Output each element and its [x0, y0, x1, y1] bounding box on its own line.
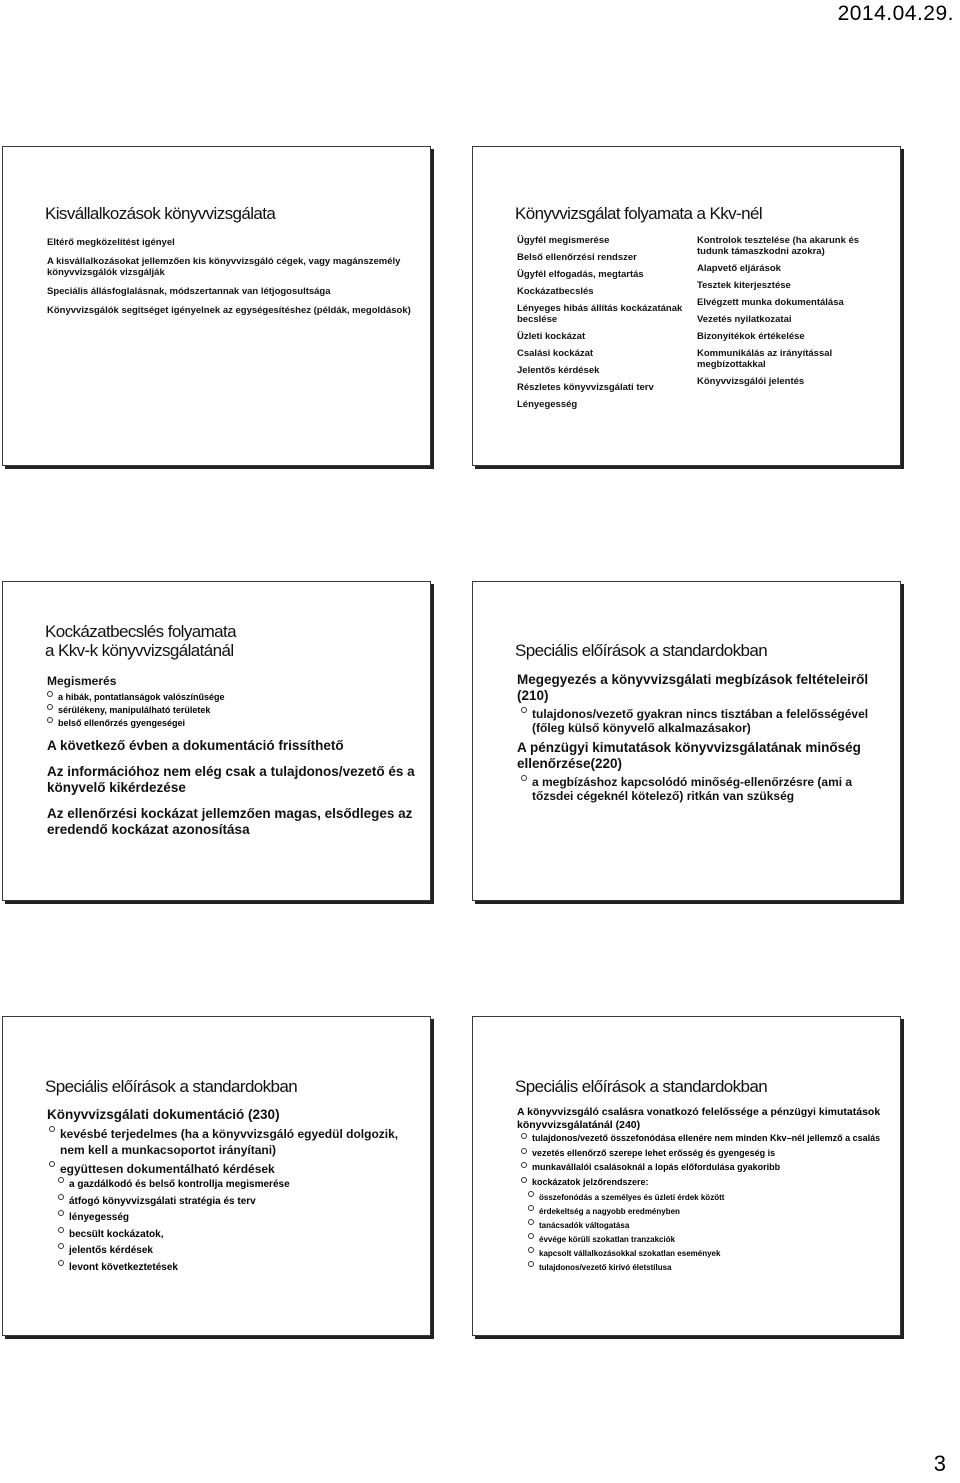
sub-list-item	[47, 717, 420, 730]
slide-title-line2: a Kkv-k könyvvizsgálatánál	[45, 641, 234, 660]
list-item	[521, 1133, 890, 1145]
slide-title: Speciális előírások a standardokban	[515, 1077, 768, 1096]
slide-specialis-eloirasok-2	[2, 1016, 431, 1336]
list-item: Kockázatbecslés	[517, 286, 594, 297]
sub-item-text: tulajdonos/vezető kirívó életstílusa	[539, 1263, 672, 1272]
slide-kisvallalkozasok	[2, 146, 431, 466]
slide-title-line1: Kockázatbecslés folyamata	[45, 622, 236, 641]
section-heading: Könyvvizsgálati dokumentáció (230)	[47, 1107, 280, 1122]
list-item: Bizonyítékok értékelése	[697, 331, 805, 342]
sub-item-text: levont következtetések	[69, 1261, 178, 1273]
sub-item-text: a hibák, pontatlanságok valószínűsége	[58, 692, 225, 702]
list-item	[521, 1148, 890, 1160]
sub-item-text: tanácsadók váltogatása	[539, 1221, 630, 1230]
sub-list-item	[47, 691, 420, 704]
slide-title: Speciális előírások a standardokban	[45, 1077, 298, 1096]
sub-item-text: érdekeltség a nagyobb eredményben	[539, 1207, 680, 1216]
sub-list-item	[47, 1243, 420, 1260]
sub-list-item	[521, 707, 890, 735]
slide-title: Kisvállalkozások könyvvizsgálata	[45, 204, 276, 223]
sub-list-item	[47, 1177, 420, 1194]
page-number: 3	[933, 1451, 946, 1476]
list-item: Az információhoz nem elég csak a tulajdonos/vezető és a könyvelő kikérdezése	[47, 764, 415, 795]
slide-specialis-eloirasok-3	[472, 1016, 901, 1336]
list-item: A pénzügyi kimutatások könyvvizsgálatának minőség ellenőrzése(220)	[517, 740, 861, 771]
sub-list-item	[47, 1210, 420, 1227]
list-item	[49, 1161, 420, 1177]
sub-list-item	[47, 1194, 420, 1211]
list-item: Alapvető eljárások	[697, 263, 781, 274]
list-item: Kommunikálás az irányítással megbízottakkal	[697, 348, 833, 370]
list-item: Belső ellenőrzési rendszer	[517, 252, 637, 263]
sub-item-text: a megbízáshoz kapcsolódó minőség-ellenőrzésre (ami a tőzsdei cégeknél kötelező) ritkán van szükség	[532, 775, 853, 803]
item-text: tulajdonos/vezető összefonódása ellenére nem minden Kkv–nél jellemző a csalás	[532, 1133, 881, 1143]
slide-body	[47, 1107, 420, 1276]
slide-body	[47, 237, 420, 322]
sub-item-text: összefonódás a személyes és üzleti érdek között	[539, 1193, 725, 1202]
section-heading: Megismerés	[47, 674, 117, 688]
sub-item-text: átfogó könyvvizsgálati stratégia és terv	[69, 1195, 256, 1207]
list-item: Tesztek kiterjesztése	[697, 280, 791, 291]
list-item: Vezetés nyilatkozatai	[697, 314, 792, 325]
list-item: Lényegesség	[517, 399, 578, 410]
section-heading: A könyvvizsgáló csalásra vonatkozó felelőssége a pénzügyi kimutatások könyvvizsgálatánál (240)	[517, 1106, 881, 1131]
slide-konyvvizsgalat-folyamata	[472, 146, 901, 466]
list-item: Elvégzett munka dokumentálása	[697, 297, 844, 308]
list-item: Lényeges hibás állítás kockázatának becslése	[517, 303, 683, 325]
list-item: Részletes könyvvizsgálati terv	[517, 382, 654, 393]
list-item: Megegyezés a könyvvizsgálati megbízások feltételeiről (210)	[517, 672, 869, 703]
list-item: Ügyfél megismerése	[517, 235, 610, 246]
right-column	[697, 235, 877, 393]
list-item	[521, 1162, 890, 1174]
item-text: kevésbé terjedelmes (ha a könyvvizsgáló egyedül dolgozik, nem kell a munkacsoportot irányítani)	[60, 1127, 399, 1157]
date-label: 2014.04.29.	[837, 2, 954, 25]
list-item: Jelentős kérdések	[517, 365, 600, 376]
item-text: kockázatok jelzőrendszere:	[532, 1176, 649, 1187]
sub-list-item	[521, 775, 890, 803]
sub-list-item	[47, 1227, 420, 1244]
list-item: Eltérő megközelítést igényel	[47, 237, 175, 248]
list-item: Ügyfél elfogadás, megtartás	[517, 269, 644, 280]
left-column	[517, 235, 693, 416]
sub-list-item	[517, 1219, 890, 1233]
sub-item-text: tulajdonos/vezető gyakran nincs tisztában a felelősségével (főleg külső könyvelő alkalmazásakor)	[532, 707, 869, 735]
slide-body	[517, 672, 890, 803]
sub-list-item	[517, 1205, 890, 1219]
list-item: Az ellenőrzési kockázat jellemzően magas, elsődleges az eredendő kockázat azonosítása	[47, 806, 413, 837]
list-item: Kontrolok tesztelése (ha akarunk és tudunk támaszkodni azokra)	[697, 235, 860, 257]
list-item: A kisvállalkozásokat jellemzően kis könyvvizsgáló cégek, vagy magánszemély könyvvizsgálók vizsgálják	[47, 256, 401, 278]
sub-list-item	[47, 1260, 420, 1277]
sub-item-text: évvége körüli szokatlan tranzakciók	[539, 1235, 676, 1244]
list-item: Üzleti kockázat	[517, 331, 586, 342]
list-item: Könyvvizsgálói jelentés	[697, 376, 805, 387]
slide-title: Könyvvizsgálat folyamata a Kkv-nél	[515, 204, 763, 223]
slide-body	[517, 1106, 890, 1275]
item-text: vezetés ellenőrző szerepe lehet erősség és gyengeség is	[532, 1147, 776, 1158]
slide-specialis-eloirasok-1	[472, 581, 901, 901]
item-text: munkavállalói csalásoknál a lopás előfordulása gyakoribb	[532, 1162, 781, 1172]
sub-list-item	[517, 1261, 890, 1275]
sub-item-text: lényegesség	[69, 1212, 130, 1223]
sub-item-text: a gazdálkodó és belső kontrollja megismerése	[69, 1179, 290, 1190]
list-item	[49, 1126, 420, 1158]
slide-title: Speciális előírások a standardokban	[515, 641, 768, 660]
list-item: Könyvvizsgálók segítséget igényelnek az egységesítéshez (példák, megoldások)	[47, 305, 411, 316]
slide-kockazatbecsles	[2, 581, 431, 901]
sub-list-item	[517, 1191, 890, 1205]
sub-item-text: jelentős kérdések	[69, 1245, 153, 1256]
slide-body	[47, 674, 420, 838]
sub-item-text: kapcsolt vállalkozásokkal szokatlan események	[539, 1249, 721, 1258]
list-item: A következő évben a dokumentáció frissíthető	[47, 738, 344, 753]
sub-item-text: becsült kockázatok,	[69, 1228, 164, 1240]
list-item: Csalási kockázat	[517, 348, 594, 359]
sub-list-item	[517, 1233, 890, 1247]
list-item	[521, 1177, 890, 1189]
list-item: Speciális állásfoglalásnak, módszertannak van létjogosultsága	[47, 286, 331, 297]
sub-item-text: belső ellenőrzés gyengeségei	[58, 718, 186, 728]
sub-list-item	[47, 704, 420, 717]
sub-list-item	[517, 1247, 890, 1261]
sub-item-text: sérülékeny, manipulálható területek	[58, 705, 211, 715]
item-text: együttesen dokumentálható kérdések	[60, 1162, 275, 1176]
